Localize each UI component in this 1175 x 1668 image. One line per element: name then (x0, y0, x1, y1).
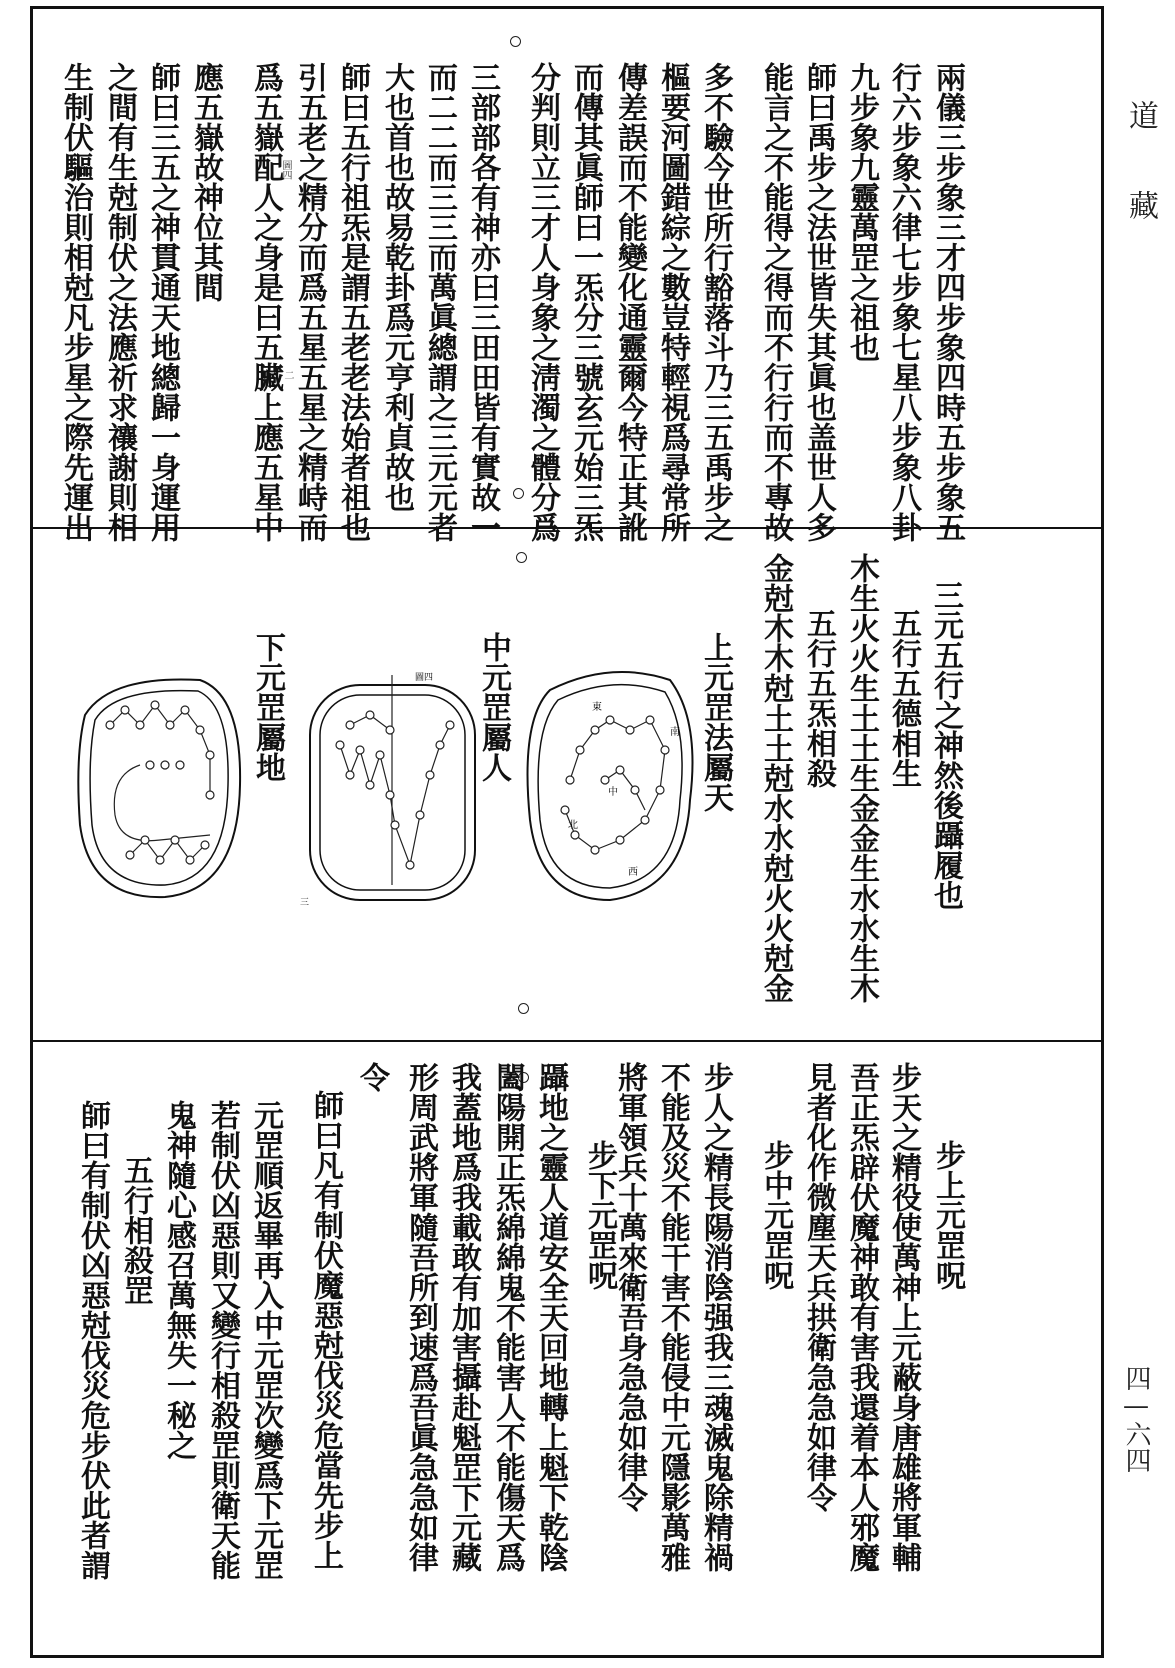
section-divider (30, 1040, 1104, 1042)
diagram-label-south: 南 (670, 727, 680, 738)
diagram-label-center: 中 (608, 787, 618, 798)
upper-yuan-gang-diagram (520, 660, 700, 910)
text-column: 分判則立三才人身象之淸濁之體分爲 (525, 62, 560, 542)
text-column: 師曰五行祖炁是謂五老老法始者祖也 (335, 62, 370, 542)
text-column: 步人之精長陽消陰强我三魂滅鬼除精禍 (698, 1062, 733, 1572)
text-column: 傳差誤而不能變化通靈爾今特正其訛 (612, 62, 647, 542)
text-column: 五行相殺罡 (118, 1155, 153, 1305)
lower-yuan-gang-diagram (70, 665, 250, 910)
binding-circle (516, 552, 527, 563)
text-column: 師曰有制伏凶惡尅伐災危步伏此者謂 (75, 1100, 110, 1580)
text-column: 師曰禹步之法世皆失其眞也盖世人多 (801, 62, 836, 542)
text-column: 步天之精役使萬神上元蔽身唐雄將軍輔 (886, 1062, 921, 1572)
diagram-title-lower: 下元罡屬地 (250, 632, 285, 782)
figure-note: 圖四 (280, 160, 291, 180)
text-column: 步中元罡呪 (758, 1140, 793, 1290)
text-column: 步下元罡呪 (582, 1140, 617, 1290)
text-column: 將軍領兵十萬來衛吾身急急如律令 (612, 1062, 647, 1512)
text-column: 闔陽開正炁綿綿鬼不能害人不能傷天爲 (490, 1062, 525, 1572)
text-column: 步上元罡呪 (930, 1140, 965, 1290)
binding-circle (513, 488, 524, 499)
text-column: 不能及災不能干害不能侵中元隱影萬雅 (655, 1062, 690, 1572)
text-column: 元罡順返畢再入中元罡次變爲下元罡 (248, 1100, 283, 1580)
diagram-title-upper: 上元罡法屬天 (698, 632, 733, 812)
text-column: 大也首也故易乾卦爲元亨利貞故也 (379, 62, 414, 512)
text-column: 多不驗今世所行豁落斗乃三五禹步之 (698, 62, 733, 542)
binding-circle (518, 1003, 529, 1014)
text-column: 五行五炁相殺 (801, 608, 836, 788)
binding-circle (510, 36, 521, 47)
text-column: 九步象九靈萬罡之祖也 (844, 62, 879, 362)
text-column: 兩儀三步象三才四步象四時五步象五 (930, 62, 965, 542)
text-column: 而傳其眞師曰一炁分三號玄元始三炁 (568, 62, 603, 542)
middle-yuan-gang-diagram (300, 655, 485, 910)
figure-note: 圖四 (415, 673, 434, 683)
text-column: 吾正炁辟伏魔神敢有害我還着本人邪魔 (844, 1062, 879, 1572)
text-column: 師曰三五之神貫通天地總歸一身運用 (145, 62, 180, 542)
page-number: 四—六四 (1121, 1365, 1151, 1473)
text-column: 樞要河圖錯綜之數豈特輕視爲尋常所 (655, 62, 690, 542)
figure-note: 三 (300, 898, 310, 908)
text-column: 師曰凡有制伏魔惡尅伐災危當先步上 (308, 1090, 343, 1570)
text-column: 而二二而三三而萬眞總謂之三元元者 (422, 62, 457, 542)
diagram-label-north: 北 (568, 820, 578, 831)
diagram-label-west: 西 (628, 867, 638, 878)
text-column: 形周武將軍隨吾所到速爲吾眞急急如律 (403, 1062, 438, 1572)
margin-title: 道藏 (1123, 100, 1158, 280)
text-column: 之間有生尅制伏之法應祈求禳謝則相 (102, 62, 137, 542)
text-column: 能言之不能得之得而不行行而不專故 (758, 62, 793, 542)
text-column: 五行五德相生 (886, 608, 921, 788)
figure-note: 二 (282, 370, 293, 380)
text-column: 見者化作微塵天兵拱衛急急如律令 (801, 1062, 836, 1512)
diagram-title-middle: 中元罡屬人 (476, 632, 511, 782)
text-column: 令 (354, 1062, 389, 1092)
text-column: 生制伏驅治則相尅凡步星之際先運出 (58, 62, 93, 542)
text-column: 木生火火生土土生金金生水水生木 (844, 553, 879, 1003)
text-column: 行六步象六律七步象七星八步象八卦 (886, 62, 921, 542)
text-column: 金尅木木尅土土尅水水尅火火尅金 (758, 553, 793, 1003)
text-column: 三元五行之神然後躡履也 (928, 580, 963, 910)
text-column: 我蓋地爲我載敢有加害攝赴魁罡下元藏 (446, 1062, 481, 1572)
diagram-label-east: 東 (592, 702, 602, 713)
text-column: 引五老之精分而爲五星五星之精峙而 (292, 62, 327, 542)
text-column: 爲五嶽配人之身是曰五臟上應五星中 (248, 62, 283, 542)
text-column: 躡地之靈人道安全天回地轉上魁下乾陰 (533, 1062, 568, 1572)
text-column: 鬼神隨心感召萬無失一秘之 (161, 1100, 196, 1460)
text-column: 應五嶽故神位其間 (188, 62, 223, 302)
text-column: 三部部各有神亦曰三田田皆有實故一 (465, 62, 500, 542)
text-column: 若制伏凶惡則又變行相殺罡則衛天能 (205, 1100, 240, 1580)
